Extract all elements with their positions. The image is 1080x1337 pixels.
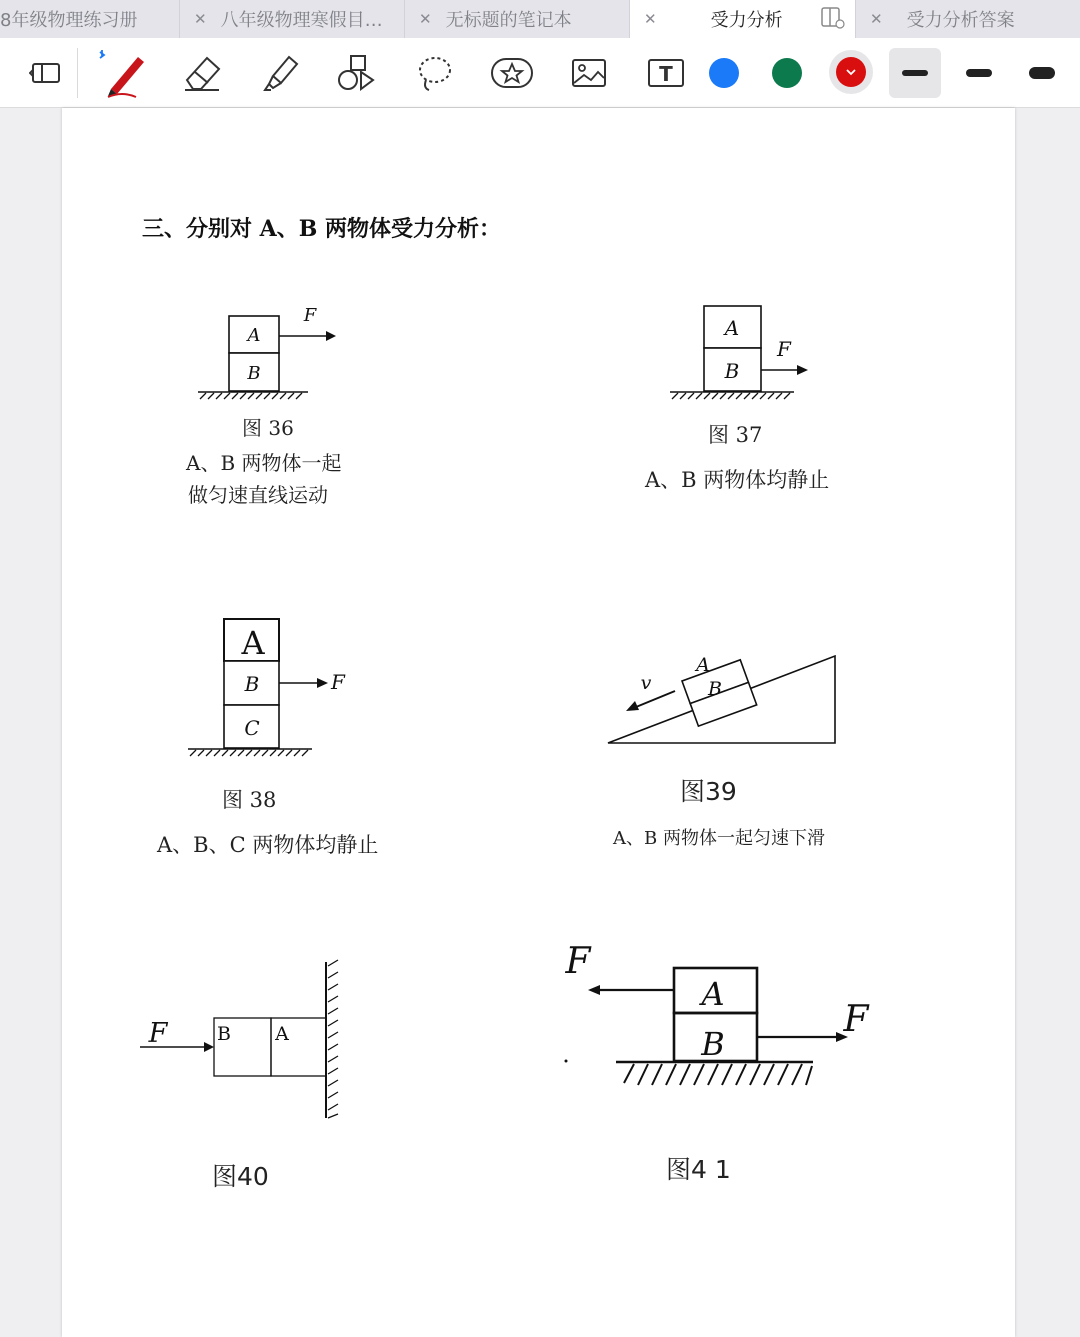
- figure-38-diagram: [182, 613, 362, 763]
- sticker-tool[interactable]: [480, 38, 544, 107]
- tab-force-analysis-answers[interactable]: [856, 0, 1080, 38]
- highlighter-icon: [259, 52, 301, 94]
- block-b-label: B: [708, 678, 722, 700]
- tab-physics-workbook[interactable]: [0, 0, 180, 38]
- block-a-label: A: [275, 1023, 289, 1045]
- tab-label: 无标题的笔记本: [445, 10, 572, 31]
- stroke-width-thick[interactable]: [1029, 67, 1055, 79]
- stroke-width-thin[interactable]: [902, 70, 928, 76]
- image-icon: [569, 55, 609, 91]
- close-icon[interactable]: ✕: [419, 10, 432, 28]
- figure-36-description-line2: 做匀速直线运动: [188, 483, 328, 507]
- force-f-label: F: [331, 670, 345, 694]
- figure-39-number: 图39: [680, 777, 737, 806]
- close-icon[interactable]: ✕: [644, 10, 657, 28]
- tab-bar: [0, 0, 1080, 38]
- figure-38-description: A、B、C 两物体均静止: [157, 833, 379, 857]
- tab-label: 受力分析答案: [906, 10, 1015, 31]
- tab-label: 8年级物理练习册: [0, 10, 138, 31]
- block-b-label: B: [724, 359, 740, 383]
- block-b-label: B: [247, 363, 261, 384]
- image-tool[interactable]: [557, 38, 621, 107]
- split-view-icon[interactable]: [821, 7, 845, 29]
- figure-39-diagram: [602, 623, 842, 753]
- sticker-icon: [489, 52, 535, 94]
- figure-40-diagram: [138, 958, 368, 1128]
- toolbar-divider: [77, 48, 78, 98]
- color-swatch-red[interactable]: [836, 57, 866, 87]
- page-view-tool[interactable]: [14, 38, 78, 107]
- force-f-label: F: [148, 1018, 168, 1049]
- shapes-tool[interactable]: [324, 38, 388, 107]
- figure-37-description: A、B 两物体均静止: [645, 468, 830, 492]
- text-tool[interactable]: [634, 38, 698, 107]
- page-layout-icon: [29, 58, 63, 88]
- block-a-label: A: [696, 654, 710, 676]
- block-a-label: A: [724, 316, 740, 340]
- lasso-icon: [413, 52, 455, 94]
- figure-36-description-line1: A、B 两物体一起: [186, 451, 342, 475]
- force-f-right-label: F: [843, 999, 869, 1040]
- figure-37-diagram: [662, 300, 822, 410]
- figure-37-number: 图 37: [708, 423, 763, 447]
- chevron-down-icon: [845, 68, 857, 76]
- block-a-label: A: [241, 624, 265, 662]
- block-a-label: A: [247, 325, 261, 346]
- block-c-label: C: [244, 716, 260, 740]
- stroke-width-medium[interactable]: [966, 69, 992, 77]
- force-f-label: F: [777, 337, 791, 361]
- section-heading: 三、分别对 A、B 两物体受力分析：: [142, 216, 501, 242]
- block-a-label: A: [701, 975, 725, 1013]
- shapes-icon: [335, 52, 377, 94]
- pen-tool[interactable]: [90, 38, 154, 107]
- close-icon[interactable]: ✕: [870, 10, 883, 28]
- velocity-v-label: v: [640, 672, 652, 694]
- drawing-toolbar: [0, 38, 1080, 108]
- text-box-icon: [645, 55, 687, 91]
- tab-label: 八年级物理寒假目…: [220, 10, 383, 31]
- color-swatch-blue[interactable]: [709, 58, 739, 88]
- figure-41-diagram: [560, 933, 880, 1103]
- block-b-label: B: [701, 1025, 725, 1063]
- document-page[interactable]: [62, 108, 1015, 1337]
- tab-winter-homework[interactable]: [180, 0, 405, 38]
- tab-label: 受力分析: [710, 10, 783, 31]
- lasso-tool[interactable]: [402, 38, 466, 107]
- tab-untitled-notebook[interactable]: [405, 0, 630, 38]
- eraser-tool[interactable]: [170, 38, 234, 107]
- block-b-label: B: [217, 1023, 231, 1045]
- eraser-icon: [181, 52, 223, 94]
- figure-40-number: 图40: [212, 1162, 269, 1191]
- force-f-left-label: F: [565, 941, 591, 982]
- close-icon[interactable]: ✕: [194, 10, 207, 28]
- pen-icon: [94, 47, 150, 99]
- figure-39-description: A、B 两物体一起匀速下滑: [613, 828, 825, 849]
- highlighter-tool[interactable]: [248, 38, 312, 107]
- figure-36-diagram: [192, 304, 352, 404]
- color-swatch-green[interactable]: [772, 58, 802, 88]
- figure-36-number: 图 36: [242, 416, 294, 440]
- figure-38-number: 图 38: [222, 788, 277, 812]
- tab-force-analysis[interactable]: [630, 0, 856, 38]
- figure-41-number: 图4 1: [666, 1155, 731, 1184]
- block-b-label: B: [244, 672, 260, 696]
- svg-text:T: T: [659, 61, 673, 86]
- force-f-label: F: [303, 305, 317, 326]
